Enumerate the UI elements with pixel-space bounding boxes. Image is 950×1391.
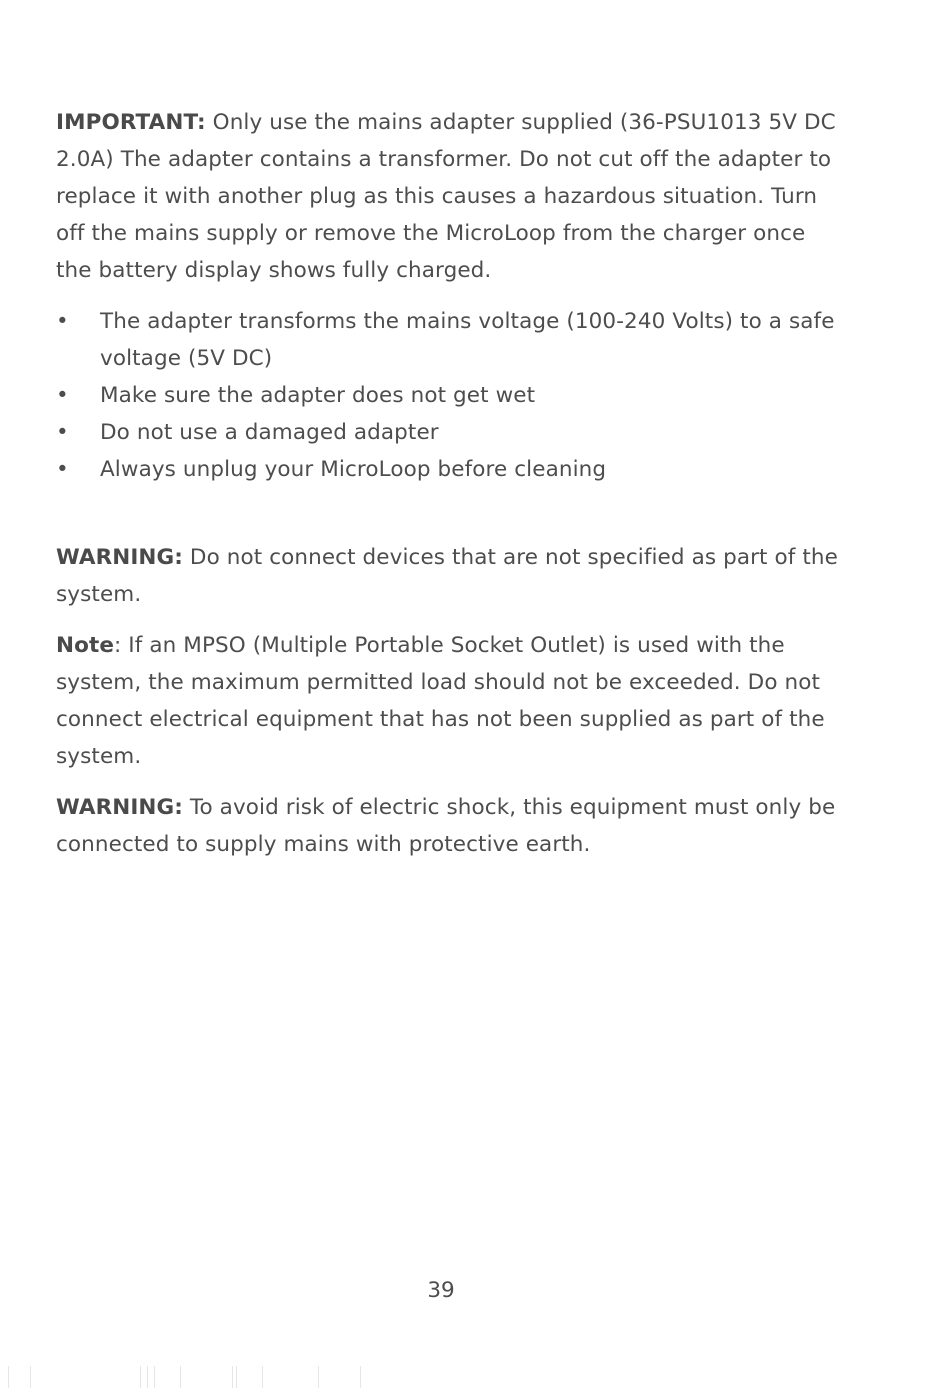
important-paragraph — [56, 104, 846, 289]
bullet-icon: • — [56, 457, 69, 482]
important-label: IMPORTANT: — [56, 110, 206, 135]
list-item — [56, 303, 846, 377]
page-number: 39 — [427, 1278, 455, 1303]
list-item — [56, 414, 846, 451]
warning-label: WARNING: — [56, 795, 183, 820]
list-item-text: The adapter transforms the mains voltage (100-240 Volts) to a safe voltage (5V DC) — [100, 309, 835, 371]
list-item-text: Do not use a damaged adapter — [100, 420, 439, 445]
document-body — [56, 104, 846, 877]
important-text: Only use the mains adapter supplied (36-PSU1013 5V DC 2.0A) The adapter contains a transformer. Do not cut off the adapter to replace it with another plug as this causes a hazardous situation. Turn off the mains supply or remove the MicroLoop from the charger once the battery display shows fully charged. — [56, 110, 836, 283]
list-item — [56, 377, 846, 414]
warning-text: Do not connect devices that are not specified as part of the system. — [56, 545, 838, 607]
list-item — [56, 451, 846, 488]
note-paragraph — [56, 627, 846, 775]
scan-artifact-strip — [0, 1362, 950, 1390]
note-text: : If an MPSO (Multiple Portable Socket Outlet) is used with the system, the maximum permitted load should not be exceeded. Do not connect electrical equipment that has not been supplied as part of the system. — [56, 633, 825, 769]
bullet-icon: • — [56, 309, 69, 334]
note-label: Note — [56, 633, 115, 658]
list-item-text: Always unplug your MicroLoop before cleaning — [100, 457, 607, 482]
warning-text: To avoid risk of electric shock, this equipment must only be connected to supply mains with protective earth. — [56, 795, 836, 857]
safety-bullet-list — [56, 303, 846, 488]
list-item-text: Make sure the adapter does not get wet — [100, 383, 536, 408]
bullet-icon: • — [56, 420, 69, 445]
warning-paragraph-earth — [56, 789, 846, 863]
warning-paragraph-devices — [56, 539, 846, 613]
section-spacer — [56, 488, 846, 539]
warning-label: WARNING: — [56, 545, 183, 570]
bullet-icon: • — [56, 383, 69, 408]
